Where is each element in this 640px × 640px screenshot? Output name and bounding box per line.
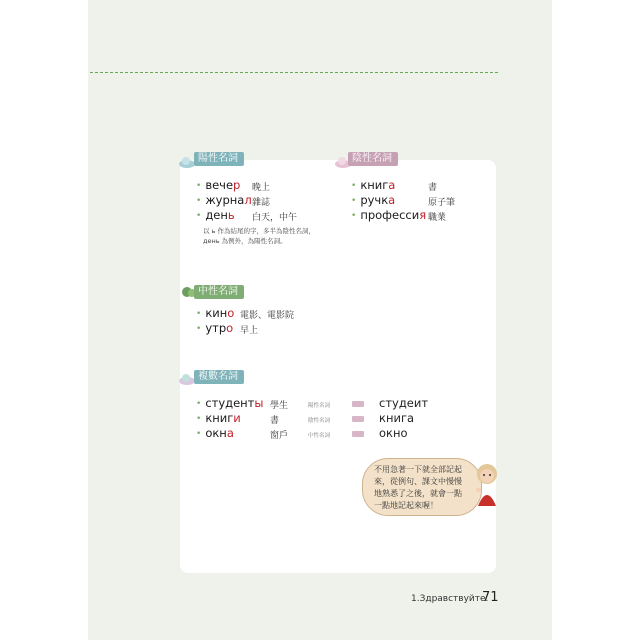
arrow-icon [352,416,364,422]
word-translation: 書 [270,416,280,426]
bullet-icon: • [196,309,202,319]
bullet-icon: • [351,211,357,221]
bullet-icon: • [196,324,202,334]
word-translation: 白天，中午 [252,213,298,223]
singular-form: окно [379,426,408,440]
gender-label: 中性名詞 [308,433,331,439]
page-number: 71 [482,590,499,605]
word-row-plural-1: • студенты [196,396,264,410]
word-row-neut-1: • кино [196,306,235,320]
word-translation: 雜誌 [252,198,271,208]
singular-form: студеит [379,396,429,410]
bubble-text: 不用急著一下就全部記起 來，從例句、課文中慢慢 地熟悉了之後，就會一點 一點地記起來喔！ [374,465,462,510]
dashed-divider [90,72,498,73]
word-row-plural-2: • книги [196,411,241,425]
word-row-masc-2: • журнал [196,193,252,207]
arrow-icon [352,431,364,437]
singular-form: книга [379,411,415,425]
word-row-fem-1: • книга [351,178,396,192]
character-illustration [474,462,500,506]
feminine-tag: 陰性名詞 [348,152,398,166]
plural-tag: 複數名詞 [194,370,244,384]
word-row-neut-2: • утро [196,321,234,335]
arrow-icon [352,401,364,407]
word-translation: 學生 [270,401,289,411]
masculine-note-1: 以 ь 作為結尾的字，多半為陰性名詞， [203,227,315,235]
word-row-masc-1: • вечер [196,178,241,192]
bullet-icon: • [196,181,202,191]
bullet-icon: • [351,196,357,206]
word-row-plural-3: • окна [196,426,234,440]
word-translation: 原子筆 [428,198,456,208]
bullet-icon: • [196,211,202,221]
word-translation: 晚上 [252,183,271,193]
word-translation: 早上 [240,326,259,336]
word-translation: 窗戶 [270,431,289,441]
word-row-fem-2: • ручка [351,193,396,207]
neuter-tag: 中性名詞 [194,285,244,299]
word-translation: 電影、電影院 [240,311,295,321]
bullet-icon: • [196,429,202,439]
gender-label: 陽性名詞 [308,403,331,409]
masculine-tag: 陽性名詞 [194,152,244,166]
gender-label: 陰性名詞 [308,418,331,424]
word-translation: 職業 [428,213,447,223]
word-row-fem-3: • профессия [351,208,427,222]
bullet-icon: • [196,196,202,206]
bullet-icon: • [351,181,357,191]
word-row-masc-3: • день [196,208,235,222]
bullet-icon: • [196,399,202,409]
chapter-label: 1.Здравствуйте. [411,594,489,604]
bullet-icon: • [196,414,202,424]
masculine-note-2: день 為例外，為陽性名詞。 [203,237,287,245]
word-translation: 書 [428,183,438,193]
